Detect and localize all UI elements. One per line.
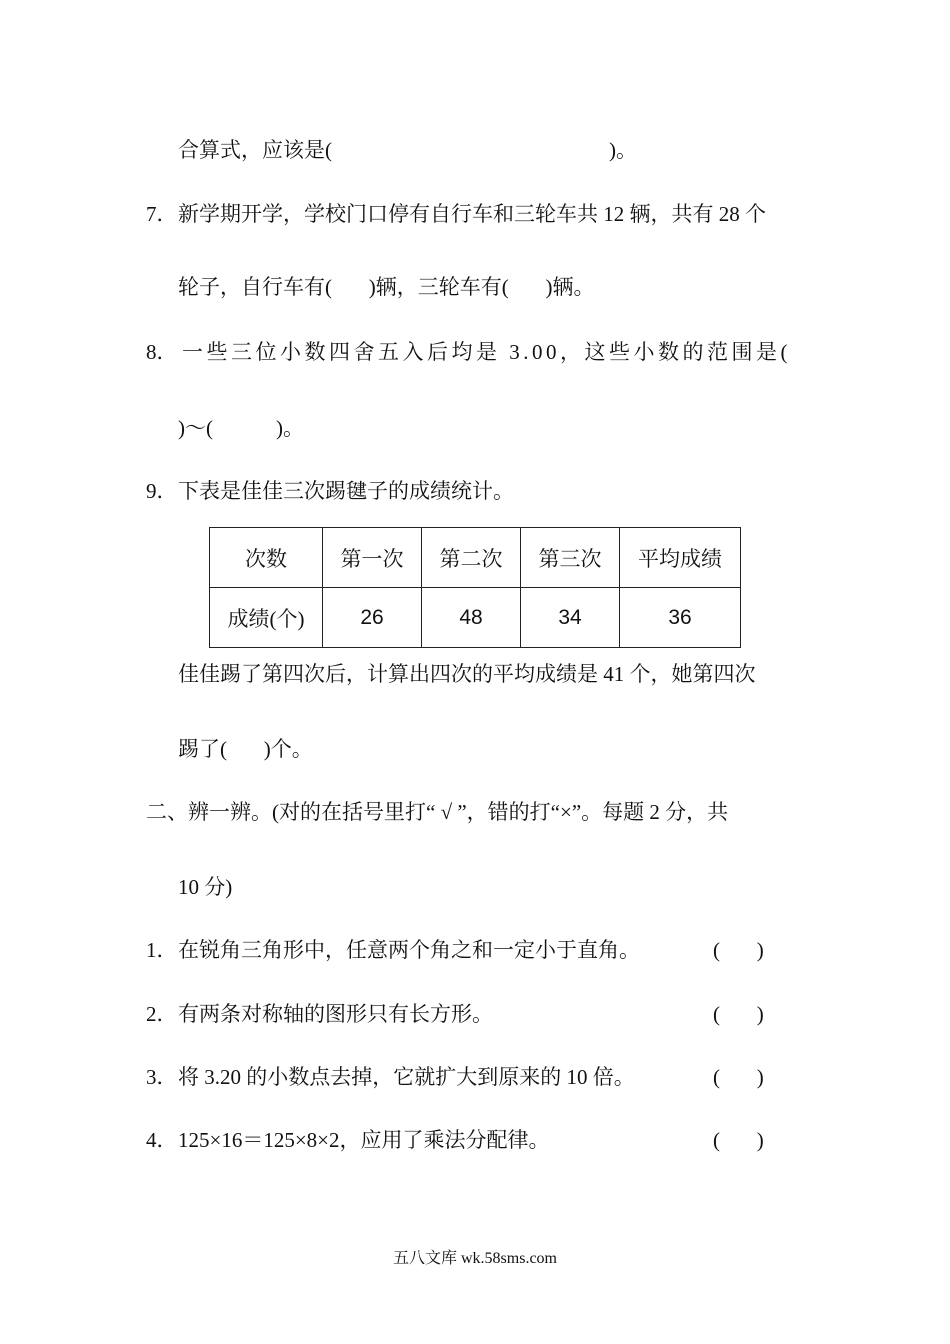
table-cell: 34 bbox=[521, 588, 620, 648]
table-header-cell: 第二次 bbox=[422, 528, 521, 588]
table-header-cell: 第一次 bbox=[323, 528, 422, 588]
q7-line2: 轮子，自行车有( )辆，三轮车有( )辆。 bbox=[178, 275, 595, 299]
q9-intro: 下表是佳佳三次踢毽子的成绩统计。 bbox=[178, 479, 514, 503]
tf-item-1-number: 1． bbox=[146, 938, 178, 962]
tf-item-2-answer-blank: ( ) bbox=[713, 1002, 764, 1026]
q9-number: 9． bbox=[146, 479, 178, 503]
table-header-cell: 第三次 bbox=[521, 528, 620, 588]
q7-line1: 新学期开学，学校门口停有自行车和三轮车共 12 辆，共有 28 个 bbox=[178, 202, 766, 226]
section2-heading-cont: 10 分) bbox=[178, 875, 233, 899]
q6-close: )。 bbox=[609, 138, 637, 162]
tf-item-3-answer-blank: ( ) bbox=[713, 1065, 764, 1089]
score-table bbox=[209, 527, 741, 648]
section2-heading: 二、辨一辨。(对的在括号里打“ √ ”，错的打“×”。每题 2 分，共 bbox=[146, 800, 729, 824]
q8-number: 8． bbox=[146, 340, 178, 364]
tf-item-2-number: 2． bbox=[146, 1002, 178, 1026]
q9-after-line1: 佳佳踢了第四次后，计算出四次的平均成绩是 41 个，她第四次 bbox=[178, 662, 756, 686]
table-header-row bbox=[210, 528, 741, 588]
table-header-cell: 次数 bbox=[210, 528, 323, 588]
q8-line1: 一些三位小数四舍五入后均是 3.00，这些小数的范围是( bbox=[182, 340, 791, 364]
tf-item-4-answer-blank: ( ) bbox=[713, 1128, 764, 1152]
table-header-cell: 平均成绩 bbox=[620, 528, 741, 588]
q9-after-line2: 踢了( )个。 bbox=[178, 737, 313, 761]
footer-watermark: 五八文库 wk.58sms.com bbox=[392, 1250, 557, 1267]
tf-item-4-text: 125×16＝125×8×2，应用了乘法分配律。 bbox=[178, 1128, 550, 1152]
table-row bbox=[210, 588, 741, 648]
tf-item-3-text: 将 3.20 的小数点去掉，它就扩大到原来的 10 倍。 bbox=[178, 1065, 635, 1089]
q6-continuation: 合算式，应该是( bbox=[178, 138, 332, 162]
table-cell: 36 bbox=[620, 588, 741, 648]
tf-item-1-answer-blank: ( ) bbox=[713, 938, 764, 962]
table-cell: 26 bbox=[323, 588, 422, 648]
table-cell: 48 bbox=[422, 588, 521, 648]
tf-item-4-number: 4． bbox=[146, 1128, 178, 1152]
table-row-label: 成绩(个) bbox=[210, 588, 323, 648]
q7-number: 7． bbox=[146, 202, 178, 226]
q8-line2: )～( )。 bbox=[178, 416, 304, 440]
tf-item-1-text: 在锐角三角形中，任意两个角之和一定小于直角。 bbox=[178, 938, 640, 962]
tf-item-2-text: 有两条对称轴的图形只有长方形。 bbox=[178, 1002, 493, 1026]
tf-item-3-number: 3． bbox=[146, 1065, 178, 1089]
